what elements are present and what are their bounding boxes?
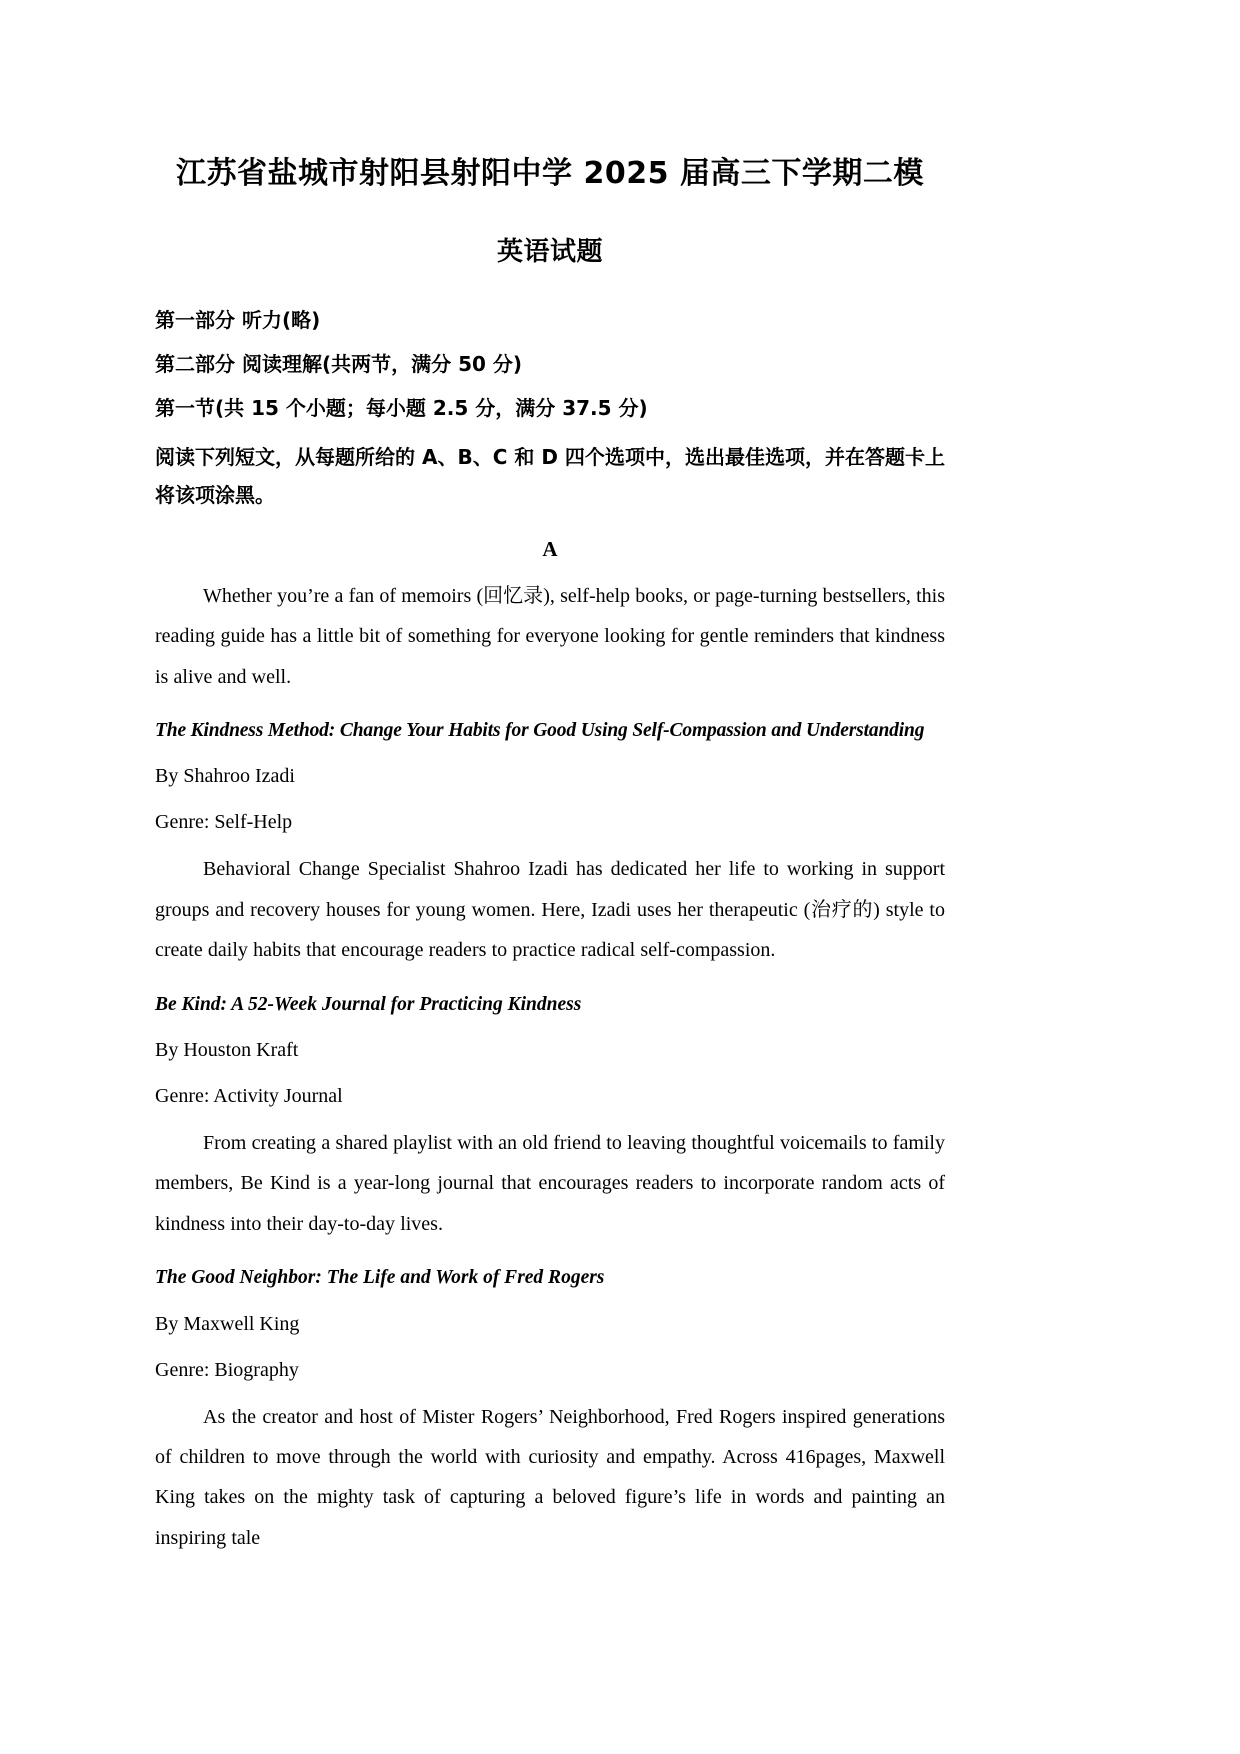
section-letter-a: A: [542, 536, 558, 561]
instruction-line-listening: 第一部分 听力(略): [155, 307, 321, 332]
page-title: 江苏省盐城市射阳县射阳中学 2025 届高三下学期二模: [176, 156, 924, 191]
instruction-line-reading: 第二部分 阅读理解(共两节，满分 50 分): [155, 351, 523, 376]
book-genre-3: Genre: Biography: [155, 1358, 299, 1381]
page-subtitle: 英语试题: [496, 236, 603, 267]
book-title-2: Be Kind: A 52-Week Journal for Practicing Kindness: [155, 993, 582, 1015]
book-title-3: The Good Neighbor: The Life and Work of Fred Rogers: [155, 1267, 605, 1289]
book-description-1: Behavioral Change Specialist Shahroo Izadi has dedicated her life to working in support groups and recovery houses for young women. Here, Izadi uses her therapeutic (治疗的) style to create daily habits that encourage readers to practice radical self-compassion.: [155, 858, 945, 962]
instruction-line-section-one: 第一节(共 15 个小题；每小题 2.5 分，满分 37.5 分): [155, 395, 648, 420]
instruction-paragraph: 阅读下列短文，从每题所给的 A、B、C 和 D 四个选项中，选出最佳选项，并在答题卡上将该项涂黑。: [155, 444, 945, 508]
book-genre-1: Genre: Self-Help: [155, 811, 293, 834]
book-description-2: From creating a shared playlist with an old friend to leaving thoughtful voicemails to family members, Be Kind is a year-long journal that encourages readers to incorporate random acts of kindness into their day-to-day lives.: [155, 1131, 945, 1235]
book-author-2: By Houston Kraft: [155, 1038, 299, 1061]
book-description-3: As the creator and host of Mister Rogers’ Neighborhood, Fred Rogers inspired generations of children to move through the world with curiosity and empathy. Across 416pages, Maxwell King takes on the mighty task of capturing a beloved figure’s life in words and painting an inspiring tale: [155, 1405, 945, 1549]
book-author-3: By Maxwell King: [155, 1312, 300, 1335]
document-content: [155, 0, 945, 1558]
book-title-1: The Kindness Method: Change Your Habits for Good Using Self-Compassion and Understanding: [155, 720, 925, 742]
book-genre-2: Genre: Activity Journal: [155, 1084, 343, 1107]
section-intro-paragraph: Whether you’re a fan of memoirs (回忆录), self-help books, or page-turning bestsellers, this reading guide has a little bit of something for everyone looking for gentle reminders that kindness is alive and well.: [155, 584, 945, 688]
book-author-1: By Shahroo Izadi: [155, 765, 295, 788]
